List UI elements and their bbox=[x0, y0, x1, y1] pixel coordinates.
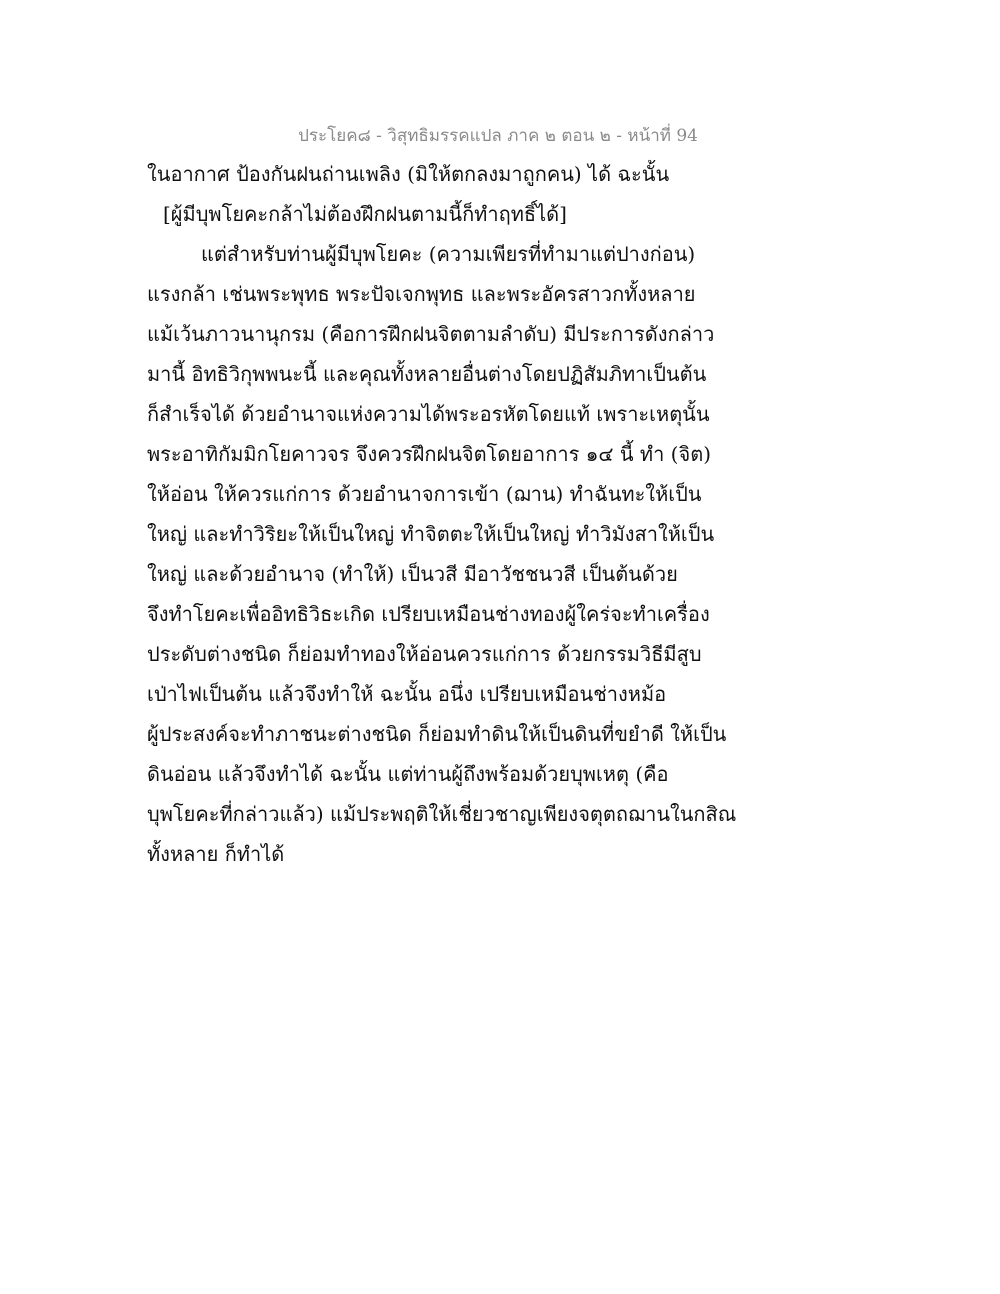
text-line: ก็สำเร็จได้ ด้วยอำนาจแห่งความได้พระอรหัตโดยแท้ เพราะเหตุนั้น bbox=[147, 402, 710, 426]
body-text bbox=[147, 154, 737, 874]
text-line: ให้อ่อน ให้ควรแก่การ ด้วยอำนาจการเข้า (ฌาน) ทำฉันทะให้เป็น bbox=[147, 482, 702, 506]
text-line: ในอากาศ ป้องกันฝนถ่านเพลิง (มิให้ตกลงมาถูกคน) ได้ ฉะนั้น bbox=[147, 162, 670, 186]
text-line: แรงกล้า เช่นพระพุทธ พระปัจเจกพุทธ และพระอัครสาวกทั้งหลาย bbox=[147, 282, 696, 306]
text-line: ผู้ประสงค์จะทำภาชนะต่างชนิด ก็ย่อมทำดินให้เป็นดินที่ขยำดี ให้เป็น bbox=[147, 722, 727, 746]
text-line: แม้เว้นภาวนานุกรม (คือการฝึกฝนจิตตามลำดับ) มีประการดังกล่าว bbox=[147, 322, 715, 346]
text-line: ดินอ่อน แล้วจึงทำได้ ฉะนั้น แต่ท่านผู้ถึงพร้อมด้วยบุพเหตุ (คือ bbox=[147, 762, 669, 786]
text-line: ใหญ่ และทำวิริยะให้เป็นใหญ่ ทำจิตตะให้เป็นใหญ่ ทำวิมังสาให้เป็น bbox=[147, 522, 715, 546]
running-head: ประโยค๘ - วิสุทธิมรรคแปล ภาค ๒ ตอน ๒ - หน้าที่ 94 bbox=[298, 126, 698, 146]
text-line: เป่าไฟเป็นต้น แล้วจึงทำให้ ฉะนั้น อนึ่ง เปรียบเหมือนช่างหม้อ bbox=[147, 682, 667, 706]
text-line: ประดับต่างชนิด ก็ย่อมทำทองให้อ่อนควรแก่การ ด้วยกรรมวิธีมีสูบ bbox=[147, 642, 702, 666]
bracketed-note-line: [ผู้มีบุพโยคะกล้าไม่ต้องฝึกฝนตามนี้ก็ทำฤทธิ์ได้] bbox=[163, 202, 567, 226]
text-line: จึงทำโยคะเพื่ออิทธิวิธะเกิด เปรียบเหมือนช่างทองผู้ใคร่จะทำเครื่อง bbox=[147, 602, 710, 626]
text-line: มานี้ อิทธิวิกุพพนะนี้ และคุณทั้งหลายอื่นต่างโดยปฏิสัมภิทาเป็นต้น bbox=[147, 362, 707, 386]
text-line: พระอาทิกัมมิกโยคาวจร จึงควรฝึกฝนจิตโดยอาการ ๑๔ นี้ ทำ (จิต) bbox=[147, 442, 711, 466]
paragraph-first-line: แต่สำหรับท่านผู้มีบุพโยคะ (ความเพียรที่ทำมาแต่ปางก่อน) bbox=[201, 242, 696, 266]
text-line: ใหญ่ และด้วยอำนาจ (ทำให้) เป็นวสี มีอาวัชชนวสี เป็นต้นด้วย bbox=[147, 562, 678, 586]
text-line: บุพโยคะที่กล่าวแล้ว) แม้ประพฤติให้เชี่ยวชาญเพียงจตุตถฌานในกสิณ bbox=[147, 802, 737, 826]
text-line: ทั้งหลาย ก็ทำได้ bbox=[147, 842, 285, 866]
